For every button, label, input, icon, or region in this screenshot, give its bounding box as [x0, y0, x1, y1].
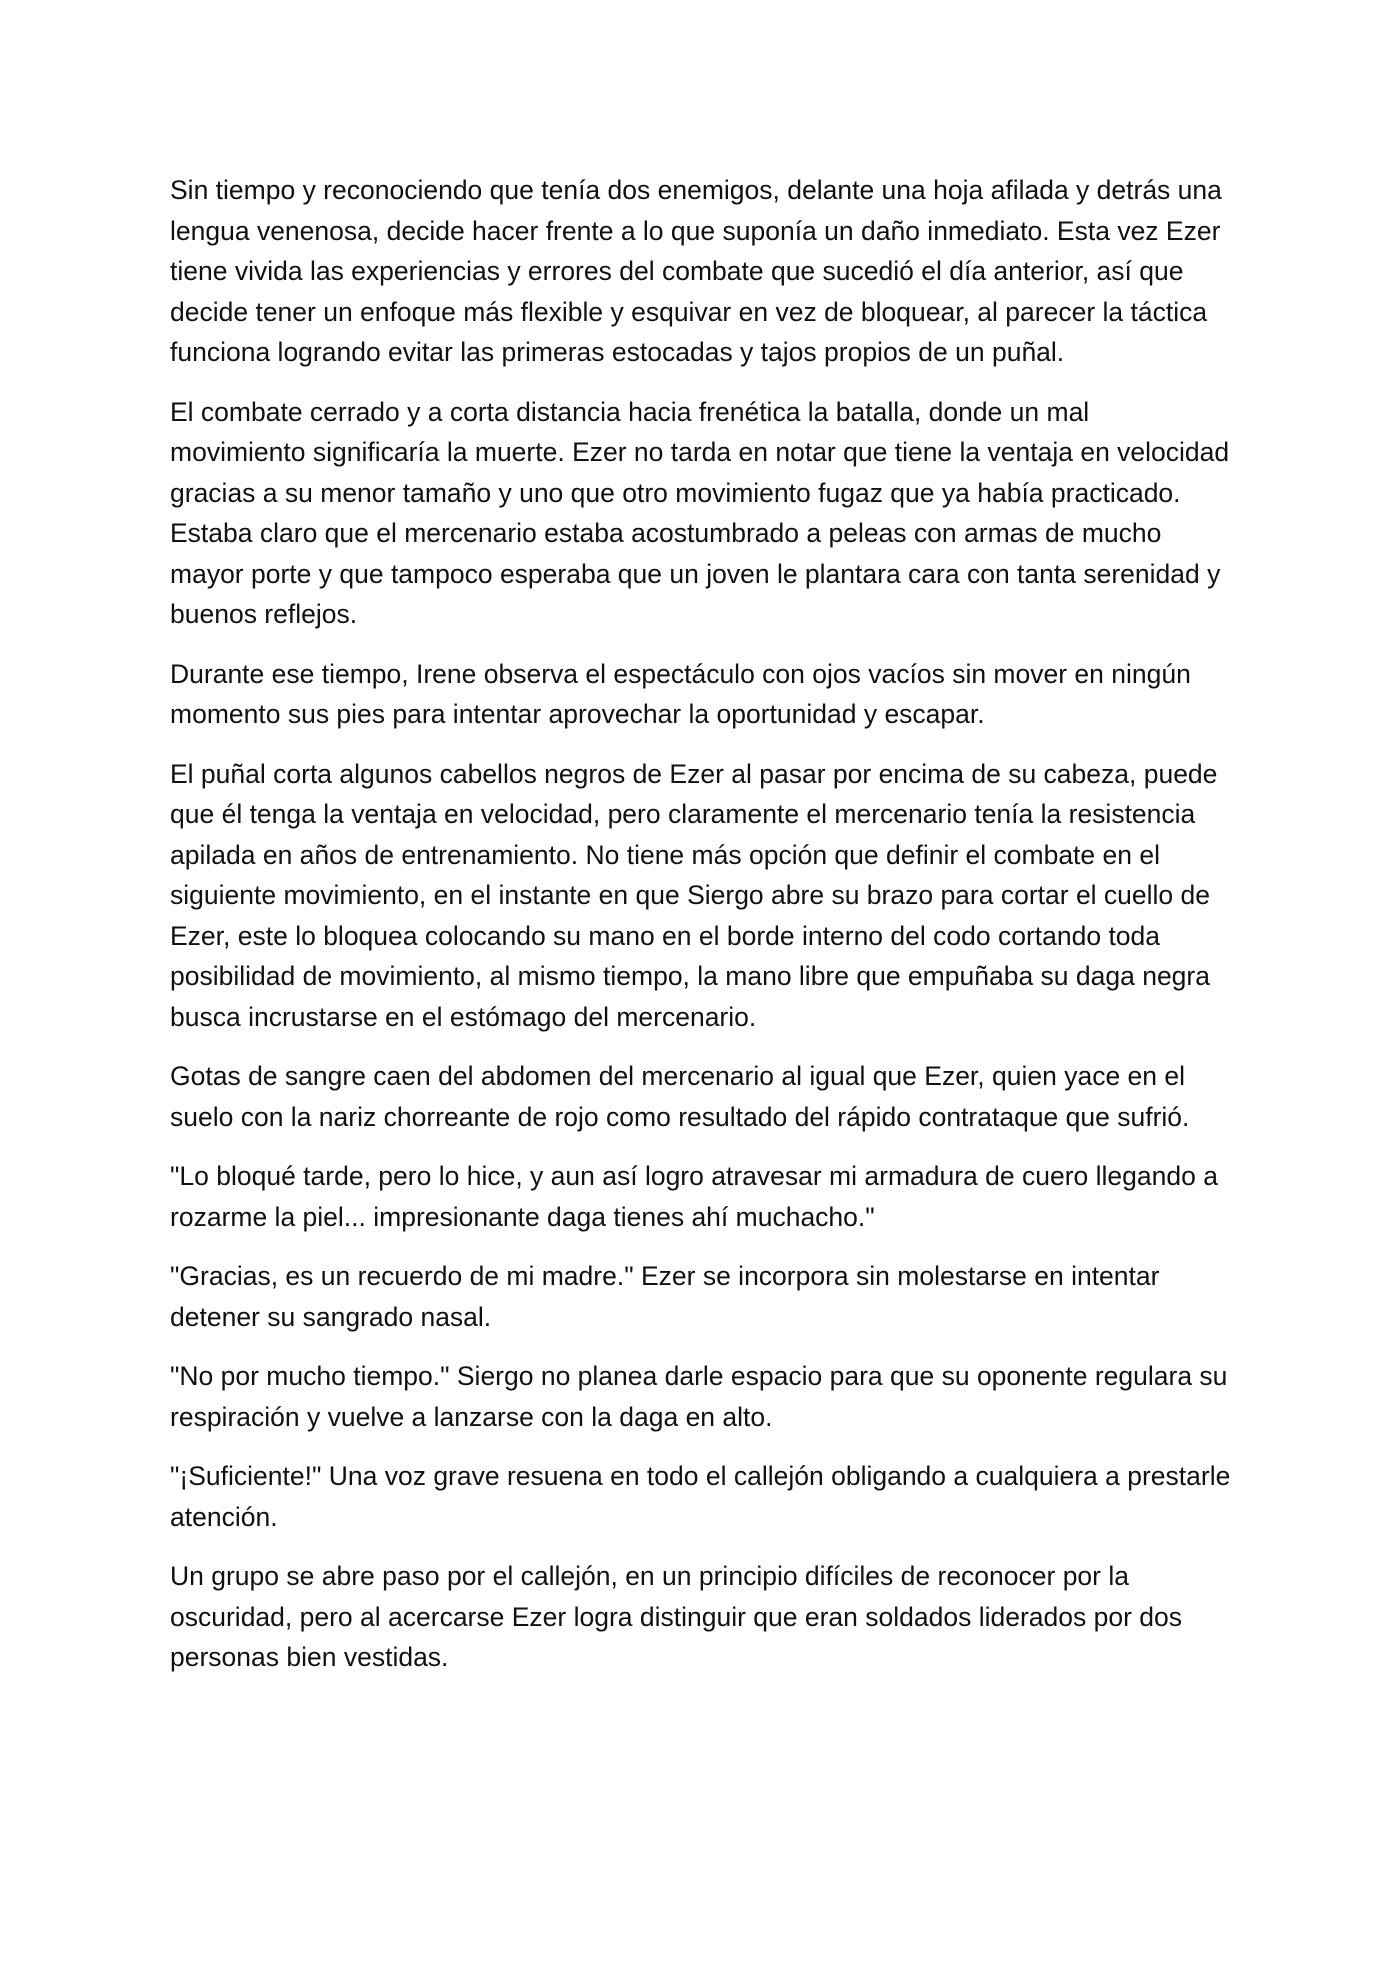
paragraph-6: "Lo bloqué tarde, pero lo hice, y aun así logro atravesar mi armadura de cuero llegando a rozarme la piel... impresionante daga tienes ahí muchacho." — [170, 1161, 1218, 1232]
paragraph-5: Gotas de sangre caen del abdomen del mercenario al igual que Ezer, quien yace en el suelo con la nariz chorreante de rojo como resultado del rápido contrataque que sufrió. — [170, 1061, 1190, 1132]
paragraph-2: El combate cerrado y a corta distancia hacia frenética la batalla, donde un mal movimiento significaría la muerte. Ezer no tarda en notar que tiene la ventaja en velocidad gracias a su menor tamaño y uno que otro movimiento fugaz que ya había practicado. Estaba claro que el mercenario estaba acostumbrado a peleas con armas de mucho mayor porte y que tampoco esperaba que un joven le plantara cara con tanta serenidad y buenos reflejos. — [170, 396, 1230, 629]
text-body — [170, 170, 1232, 1697]
paragraph-1: Sin tiempo y reconociendo que tenía dos enemigos, delante una hoja afilada y detrás una lengua venenosa, decide hacer frente a lo que suponía un daño inmediato. Esta vez Ezer tiene vivida las experiencias y errores del combate que sucedió el día anterior, así que decide tener un enfoque más flexible y esquivar en vez de bloquear, al parecer la táctica funciona logrando evitar las primeras estocadas y tajos propios de un puñal. — [170, 175, 1222, 367]
paragraph-4: El puñal corta algunos cabellos negros de Ezer al pasar por encima de su cabeza, puede que él tenga la ventaja en velocidad, pero claramente el mercenario tenía la resistencia apilada en años de entrenamiento. No tiene más opción que definir el combate en el siguiente movimiento, en el instante en que Siergo abre su brazo para cortar el cuello de Ezer, este lo bloquea colocando su mano en el borde interno del codo cortando toda posibilidad de movimiento, al mismo tiempo, la mano libre que empuñaba su daga negra busca incrustarse en el estómago del mercenario. — [170, 758, 1218, 1032]
paragraph-10: Un grupo se abre paso por el callejón, en un principio difíciles de reconocer por la oscuridad, pero al acercarse Ezer logra distinguir que eran soldados liderados por dos personas bien vestidas. — [170, 1561, 1182, 1672]
paragraph-8: "No por mucho tiempo." Siergo no planea darle espacio para que su oponente regulara su respiración y vuelve a lanzarse con la daga en alto. — [170, 1361, 1228, 1432]
paragraph-9: "¡Suficiente!" Una voz grave resuena en todo el callejón obligando a cualquiera a prestarle atención. — [170, 1461, 1231, 1532]
paragraph-3: Durante ese tiempo, Irene observa el espectáculo con ojos vacíos sin mover en ningún momento sus pies para intentar aprovechar la oportunidad y escapar. — [170, 658, 1191, 729]
paragraph-7: "Gracias, es un recuerdo de mi madre." Ezer se incorpora sin molestarse en intentar detener su sangrado nasal. — [170, 1261, 1160, 1332]
